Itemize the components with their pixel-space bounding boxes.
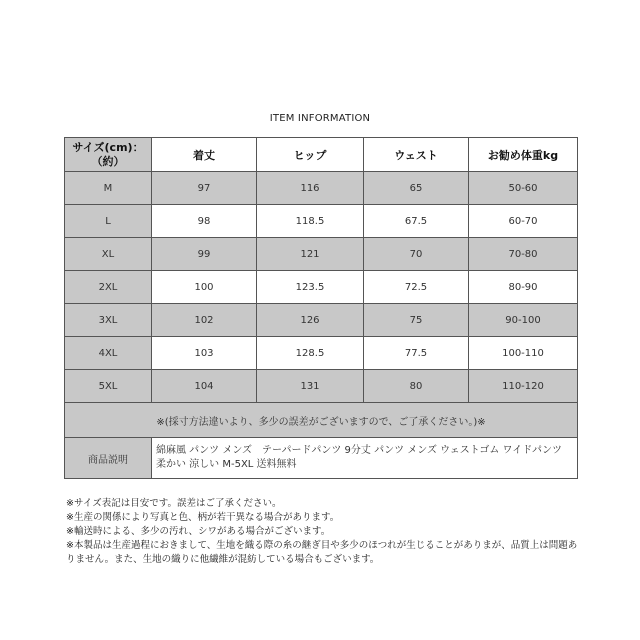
hip-cell: 116 bbox=[257, 172, 364, 205]
hip-cell: 126 bbox=[257, 304, 364, 337]
note-item: ※生産の関係により写真と色、柄が若干異なる場合があります。 bbox=[66, 512, 340, 523]
size-cell: M bbox=[65, 172, 152, 205]
product-description: 綿麻風 パンツ メンズ テーパードパンツ 9分丈 パンツ メンズ ウェストゴム ワイドパンツ 柔かい 涼しい M-5XL 送料無料 bbox=[152, 438, 578, 479]
header-weight: お勧め体重kg bbox=[469, 138, 578, 172]
weight-cell: 80-90 bbox=[469, 271, 578, 304]
weight-cell: 110-120 bbox=[469, 370, 578, 403]
note-item: ※輸送時による、多少の汚れ、シワがある場合がございます。 bbox=[66, 526, 331, 537]
hip-cell: 131 bbox=[257, 370, 364, 403]
length-cell: 98 bbox=[152, 205, 257, 238]
size-cell: 3XL bbox=[65, 304, 152, 337]
table-row bbox=[65, 304, 578, 337]
size-cell: 2XL bbox=[65, 271, 152, 304]
waist-cell: 72.5 bbox=[364, 271, 469, 304]
table-row bbox=[65, 238, 578, 271]
waist-cell: 80 bbox=[364, 370, 469, 403]
waist-cell: 70 bbox=[364, 238, 469, 271]
hip-cell: 118.5 bbox=[257, 205, 364, 238]
table-row bbox=[65, 370, 578, 403]
waist-cell: 65 bbox=[364, 172, 469, 205]
hip-cell: 128.5 bbox=[257, 337, 364, 370]
waist-cell: 77.5 bbox=[364, 337, 469, 370]
weight-cell: 60-70 bbox=[469, 205, 578, 238]
table-row bbox=[65, 337, 578, 370]
size-cell: 5XL bbox=[65, 370, 152, 403]
waist-cell: 67.5 bbox=[364, 205, 469, 238]
note-item: ※本製品は生産過程におきまして、生地を織る際の糸の継ぎ目や多少のほつれが生じることがありまが、品質上は問題ありません。また、生地の織りに他繊維が混紡している場合もございます。 bbox=[66, 540, 578, 565]
weight-cell: 100-110 bbox=[469, 337, 578, 370]
measurement-note: ※(採寸方法違いより、多少の誤差がございますので、ご了承ください。)※ bbox=[65, 403, 578, 438]
size-table bbox=[64, 137, 578, 479]
product-label: 商品説明 bbox=[65, 438, 152, 479]
weight-cell: 90-100 bbox=[469, 304, 578, 337]
header-hip: ヒップ bbox=[257, 138, 364, 172]
length-cell: 97 bbox=[152, 172, 257, 205]
waist-cell: 75 bbox=[364, 304, 469, 337]
length-cell: 100 bbox=[152, 271, 257, 304]
hip-cell: 123.5 bbox=[257, 271, 364, 304]
weight-cell: 70-80 bbox=[469, 238, 578, 271]
length-cell: 99 bbox=[152, 238, 257, 271]
table-note-row bbox=[65, 403, 578, 438]
hip-cell: 121 bbox=[257, 238, 364, 271]
length-cell: 104 bbox=[152, 370, 257, 403]
table-row bbox=[65, 271, 578, 304]
table-header-row bbox=[65, 138, 578, 172]
table-row bbox=[65, 205, 578, 238]
page-title: ITEM INFORMATION bbox=[269, 113, 371, 124]
size-cell: L bbox=[65, 205, 152, 238]
header-waist: ウェスト bbox=[364, 138, 469, 172]
notes-list bbox=[66, 497, 586, 567]
header-size: サイズ(cm)：（約） bbox=[65, 138, 152, 172]
product-description-row bbox=[65, 438, 578, 479]
length-cell: 103 bbox=[152, 337, 257, 370]
size-cell: XL bbox=[65, 238, 152, 271]
weight-cell: 50-60 bbox=[469, 172, 578, 205]
table-row bbox=[65, 172, 578, 205]
length-cell: 102 bbox=[152, 304, 257, 337]
header-length: 着丈 bbox=[152, 138, 257, 172]
size-cell: 4XL bbox=[65, 337, 152, 370]
note-item: ※サイズ表記は目安です。誤差はご了承ください。 bbox=[66, 498, 282, 509]
